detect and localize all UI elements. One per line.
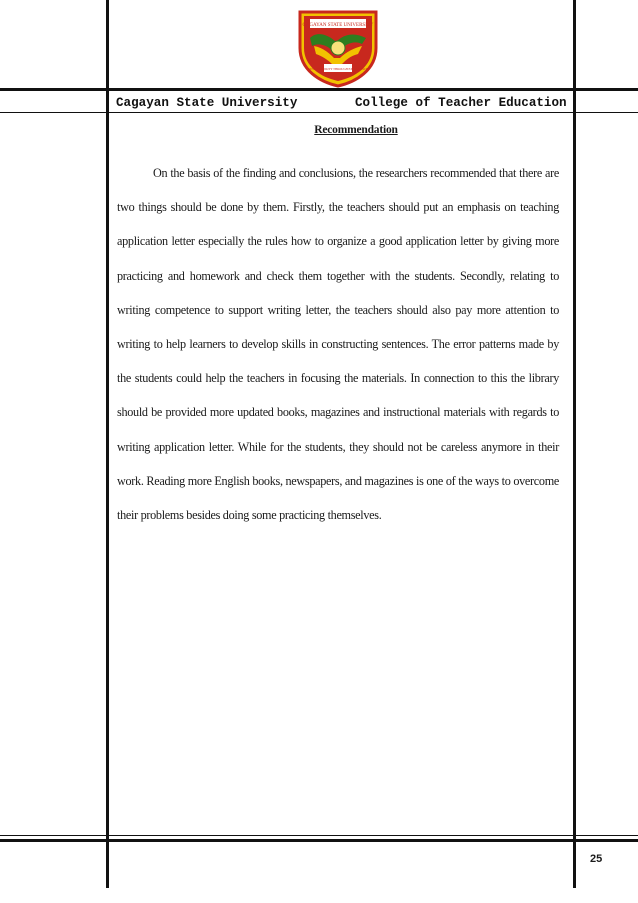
page-number: 25 <box>590 853 603 865</box>
header-rule-bottom <box>0 112 638 113</box>
header-rule-top <box>0 88 638 91</box>
university-logo <box>296 8 380 88</box>
logo-motto: SUSTAINABILITY THROUGH EXCELLENCE <box>308 67 368 71</box>
footer-rule-top <box>0 835 638 836</box>
footer-rule-bottom <box>0 839 638 842</box>
logo-text: CAGAYAN STATE UNIVERSITY <box>302 23 374 28</box>
header-university-name: Cagayan State University <box>116 96 298 110</box>
recommendation-paragraph: On the basis of the finding and conclusions, the researchers recommended that there are two things should be done by them. Firstly, the teachers should put an emphasis on teaching application letter especially the rules how to organize a good application letter by giving more practicing and homework and check them together with the students. Secondly, relating to writing competence to support writing letter, the teachers should also pay more attention to writing to help learners to develop skills in constructing sentences. The error patterns made by the students could help the teachers in focusing the materials. In connection to this the library should be provided more updated books, magazines and instructional materials with regards to writing application letter. While for the students, they should not be careless anymore in their work. Reading more English books, newspapers, and magazines is one of the ways to overcome their problems besides doing some practicing themselves. <box>117 166 559 523</box>
section-title: Recommendation <box>314 124 398 136</box>
left-border-line <box>106 0 109 888</box>
header-college-name: College of Teacher Education <box>355 96 567 110</box>
